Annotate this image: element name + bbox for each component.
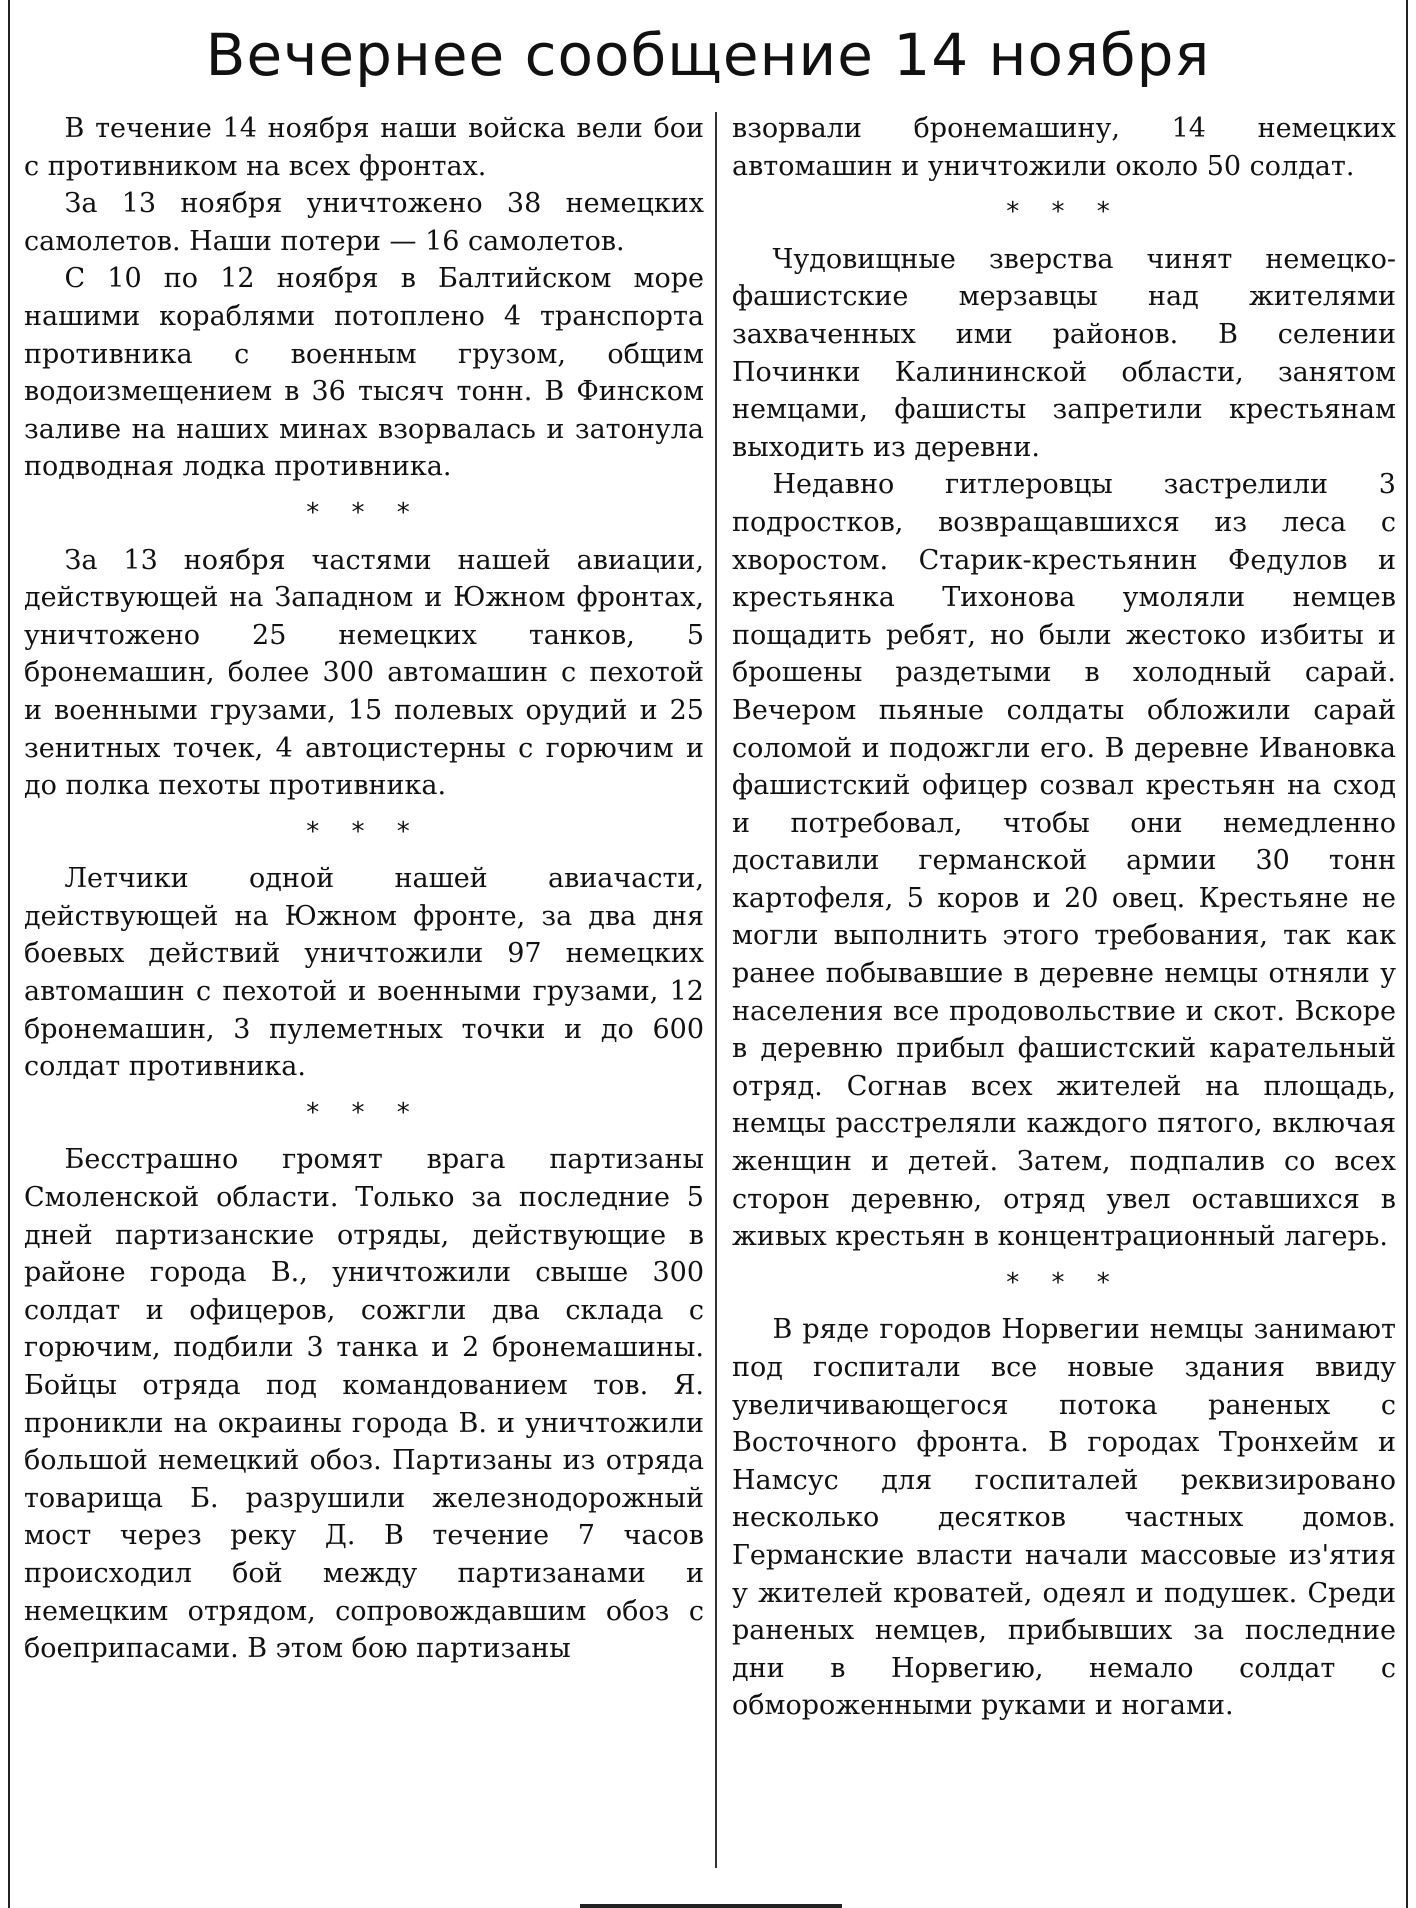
column-divider	[715, 112, 717, 1868]
paragraph: В ряде городов Норвегии немцы занимают под госпитали все новые здания ввиду увеличивающегося потока раненых с Восточного фронта. В городах Тронхейм и Намсус для госпиталей реквизировано несколько десятков частных домов. Германские власти начали массовые из'ятия у жителей кроватей, одеял и подушек. Среди раненых немцев, прибывших за последние дни в Норвегию, немало солдат с обмороженными руками и ногами.	[732, 1314, 1396, 1722]
newspaper-page	[8, 0, 1408, 1908]
left-column	[24, 110, 704, 1862]
paragraph: Недавно гитлеровцы застрелили 3 подростков, возвращавшихся из леса с хворостом. Старик-крестьянин Федулов и крестьянка Тихонова умоляли немцев пощадить ребят, но были жестоко избиты и брошены раздетыми в холодный сарай. Вечером пьяные солдаты обложили сарай соломой и подожгли его. В деревне Ивановка фашистский офицер созвал крестьян на сход и потребовал, чтобы они немедленно доставили германской армии 30 тонн картофеля, 5 коров и 20 овец. Крестьяне не могли выполнить этого требования, так как ранее побывавшие в деревне немцы отняли у населения все продовольствие и скот. Вскоре в деревню прибыл фашистский карательный отряд. Согнав всех жителей на площадь, немцы расстреляли каждого пятого, включая женщин и детей. Затем, подпалив со всех сторон деревню, отряд увел оставшихся в живых крестьян в концентрационный лагерь.	[732, 469, 1396, 1253]
paragraph: Чудовищные зверства чинят немецко-фашистские мерзавцы над жителями захваченных ими районов. В селении Починки Калининской области, занятом немцами, фашисты запретили крестьянам выходить из деревни.	[732, 243, 1396, 463]
paragraph: Бесстрашно громят врага партизаны Смоленской области. Только за последние 5 дней партизанские отряды, действующие в районе города В., уничтожили свыше 300 солдат и офицеров, сожгли два склада с горючим, подбили 3 танка и 2 бронемашины. Бойцы отряда под командованием тов. Я. проникли на окраины города В. и уничтожили большой немецкий обоз. Партизаны из отряда товарища Б. разрушили железнодорожный мост через реку Д. В течение 7 часов происходил бой между партизанами и немецким отрядом, сопровождавшим обоз с боеприпасами. В этом бою партизаны	[24, 1144, 704, 1665]
section-separator: * * *	[1006, 1267, 1122, 1298]
section-separator: * * *	[306, 816, 422, 847]
right-column	[732, 110, 1396, 1862]
section-separator: * * *	[1006, 197, 1122, 228]
section-separator: * * *	[306, 497, 422, 528]
paragraph: Летчики одной нашей авиачасти, действующей на Южном фронте, за два дня боевых действий уничтожили 97 немецких автомашин с пехотой и военными грузами, 12 бронемашин, 3 пулеметных точки и до 600 солдат противника.	[24, 863, 704, 1083]
paragraph: С 10 по 12 ноября в Балтийском море нашими кораблями потоплено 4 транспорта противника с военным грузом, общим водоизмещением в 36 тысяч тонн. В Финском заливе на наших минах взорвалась и затонула подводная лодка противника.	[24, 263, 704, 483]
paragraph: За 13 ноября уничтожено 38 немецких самолетов. Наши потери — 16 самолетов.	[24, 188, 704, 257]
paragraph-continued: взорвали бронемашину, 14 немецких автомашин и уничтожили около 50 солдат.	[732, 113, 1396, 182]
paragraph: В течение 14 ноября наши войска вели бои с противником на всех фронтах.	[24, 113, 704, 182]
article-title: Вечернее сообщение 14 ноября	[205, 21, 1211, 89]
bottom-divider	[580, 1904, 842, 1908]
section-separator: * * *	[306, 1097, 422, 1128]
paragraph: За 13 ноября частями нашей авиации, действующей на Западном и Южном фронтах, уничтожено 25 немецких танков, 5 бронемашин, более 300 автомашин с пехотой и военными грузами, 15 полевых орудий и 25 зенитных точек, 4 автоцистерны с горючим и до полка пехоты противника.	[24, 544, 704, 802]
